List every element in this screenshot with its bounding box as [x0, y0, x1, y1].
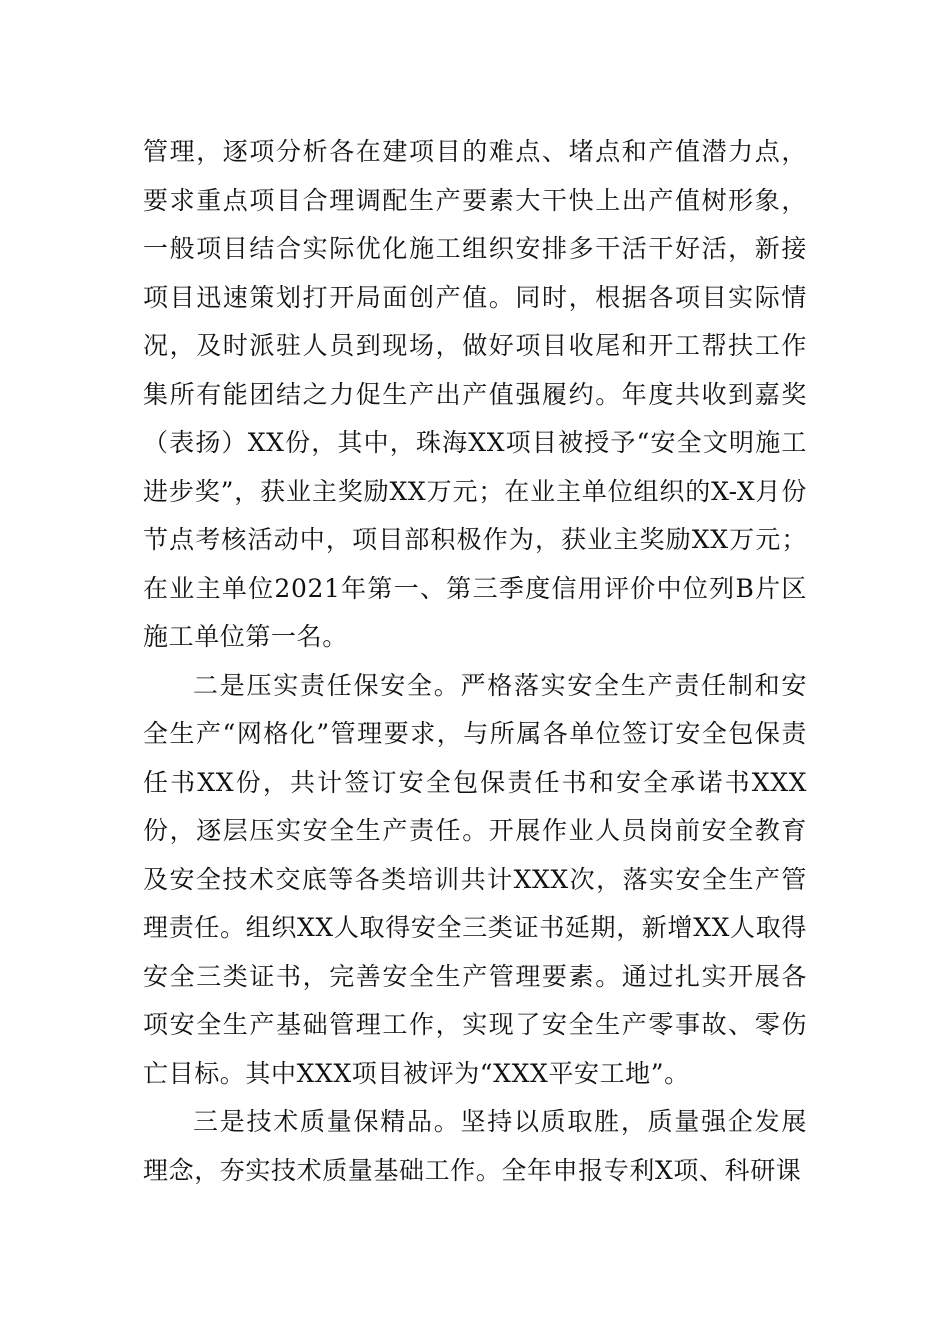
paragraph-production-management: 管理，逐项分析各在建项目的难点、堵点和产值潜力点，要求重点项目合理调配生产要素大干快上出产值树形象，一般项目结合实际优化施工组织安排多干活干好活，新接项目迅速策划打开局面创产值。同时，根据各项目实际情况，及时派驻人员到现场，做好项目收尾和开工帮扶工作集所有能团结之力促生产出产值强履约。年度共收到嘉奖（表扬）XX份，其中，珠海XX项目被授予“安全文明施工进步奖”，获业主奖励XX万元；在业主单位组织的X-X月份节点考核活动中，项目部积极作为，获业主奖励XX万元；在业主单位2021年第一、第三季度信用评价中位列B片区施工单位第一名。 [143, 137, 807, 651]
document-body [143, 128, 807, 1195]
paragraph-safety-responsibility: 二是压实责任保安全。严格落实安全生产责任制和安全生产“网格化”管理要求，与所属各单位签订安全包保责任书XX份，共计签订安全包保责任书和安全承诺书XXX份，逐层压实安全生产责任。开展作业人员岗前安全教育及安全技术交底等各类培训共计XXX次，落实安全生产管理责任。组织XX人取得安全三类证书延期，新增XX人取得安全三类证书，完善安全生产管理要素。通过扎实开展各项安全生产基础管理工作，实现了安全生产零事故、零伤亡目标。其中XXX项目被评为“XXX平安工地”。 [143, 670, 807, 1088]
paragraph-technical-quality: 三是技术质量保精品。坚持以质取胜，质量强企发展理念，夯实技术质量基础工作。全年申报专利X项、科研课 [143, 1107, 807, 1185]
